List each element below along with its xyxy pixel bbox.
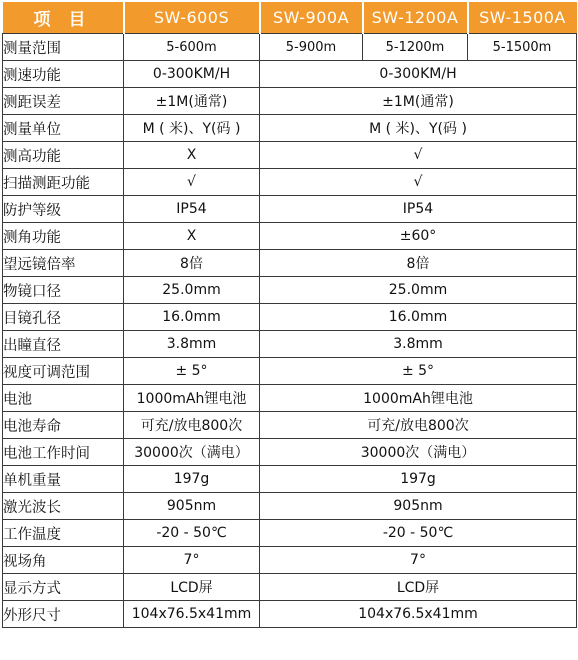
value-other-models: IP54 [260,196,577,223]
table-row [3,61,577,88]
table-row [3,88,577,115]
row-label: 测量范围 [3,34,124,61]
value-other-models: 可充/放电800次 [260,412,577,439]
value-sw600s: 25.0mm [124,277,260,304]
value-other-models: √ [260,142,577,169]
range-sw1500a: 5-1500m [468,34,577,61]
row-label: 视场角 [3,547,124,574]
row-label: 电池 [3,385,124,412]
value-sw600s: 8倍 [124,250,260,277]
row-label: 单机重量 [3,466,124,493]
row-label: 目镜孔径 [3,304,124,331]
value-sw600s: ± 5° [124,358,260,385]
model-header-sw900a: SW-900A [260,2,363,34]
spec-table [2,2,577,628]
value-other-models: 16.0mm [260,304,577,331]
row-label: 测高功能 [3,142,124,169]
row-label: 电池寿命 [3,412,124,439]
value-sw600s: 905nm [124,493,260,520]
range-sw600s: 5-600m [124,34,260,61]
value-sw600s: X [124,223,260,250]
value-other-models: 30000次（满电） [260,439,577,466]
value-sw600s: X [124,142,260,169]
value-sw600s: 7° [124,547,260,574]
value-sw600s: ±1M(通常) [124,88,260,115]
row-label: 显示方式 [3,574,124,601]
row-label: 视度可调范围 [3,358,124,385]
value-sw600s: IP54 [124,196,260,223]
model-header-sw1200a: SW-1200A [363,2,468,34]
row-label: 望远镜倍率 [3,250,124,277]
row-label: 测量单位 [3,115,124,142]
value-other-models: 7° [260,547,577,574]
value-sw600s: 可充/放电800次 [124,412,260,439]
value-other-models: 25.0mm [260,277,577,304]
row-label: 出瞳直径 [3,331,124,358]
table-row [3,115,577,142]
table-row [3,493,577,520]
table-row [3,250,577,277]
model-header-sw1500a: SW-1500A [468,2,577,34]
value-other-models: 104x76.5x41mm [260,601,577,628]
value-sw600s: 30000次（满电） [124,439,260,466]
value-other-models: 0-300KM/H [260,61,577,88]
table-row [3,277,577,304]
value-other-models: 1000mAh锂电池 [260,385,577,412]
row-label: 物镜口径 [3,277,124,304]
value-other-models: 197g [260,466,577,493]
row-label: 电池工作时间 [3,439,124,466]
value-sw600s: 104x76.5x41mm [124,601,260,628]
row-label: 测角功能 [3,223,124,250]
value-other-models: ±60° [260,223,577,250]
value-sw600s: 197g [124,466,260,493]
value-other-models: ± 5° [260,358,577,385]
row-label: 激光波长 [3,493,124,520]
item-header: 项 目 [3,2,124,34]
value-sw600s: 16.0mm [124,304,260,331]
table-row [3,574,577,601]
value-sw600s: 1000mAh锂电池 [124,385,260,412]
table-row [3,385,577,412]
value-other-models: 3.8mm [260,331,577,358]
row-label: 扫描测距功能 [3,169,124,196]
table-row [3,439,577,466]
model-header-sw600s: SW-600S [124,2,260,34]
header-row [3,2,577,34]
value-other-models: ±1M(通常) [260,88,577,115]
table-row [3,520,577,547]
row-label: 测距误差 [3,88,124,115]
row-label: 防护等级 [3,196,124,223]
table-row [3,412,577,439]
table-row [3,169,577,196]
table-row [3,196,577,223]
row-label: 工作温度 [3,520,124,547]
range-sw1200a: 5-1200m [363,34,468,61]
table-row [3,331,577,358]
range-sw900a: 5-900m [260,34,363,61]
value-other-models: M ( 米)、Y(码 ) [260,115,577,142]
table-row [3,466,577,493]
value-other-models: -20 - 50℃ [260,520,577,547]
value-sw600s: M ( 米)、Y(码 ) [124,115,260,142]
value-other-models: LCD屏 [260,574,577,601]
value-sw600s: 3.8mm [124,331,260,358]
row-label: 外形尺寸 [3,601,124,628]
row-label: 测速功能 [3,61,124,88]
value-other-models: 8倍 [260,250,577,277]
table-row [3,142,577,169]
table-row [3,358,577,385]
value-other-models: √ [260,169,577,196]
table-row [3,223,577,250]
value-sw600s: LCD屏 [124,574,260,601]
value-sw600s: -20 - 50℃ [124,520,260,547]
table-row-range [3,34,577,61]
table-row [3,547,577,574]
value-sw600s: 0-300KM/H [124,61,260,88]
value-other-models: 905nm [260,493,577,520]
table-row [3,304,577,331]
value-sw600s: √ [124,169,260,196]
table-row [3,601,577,628]
